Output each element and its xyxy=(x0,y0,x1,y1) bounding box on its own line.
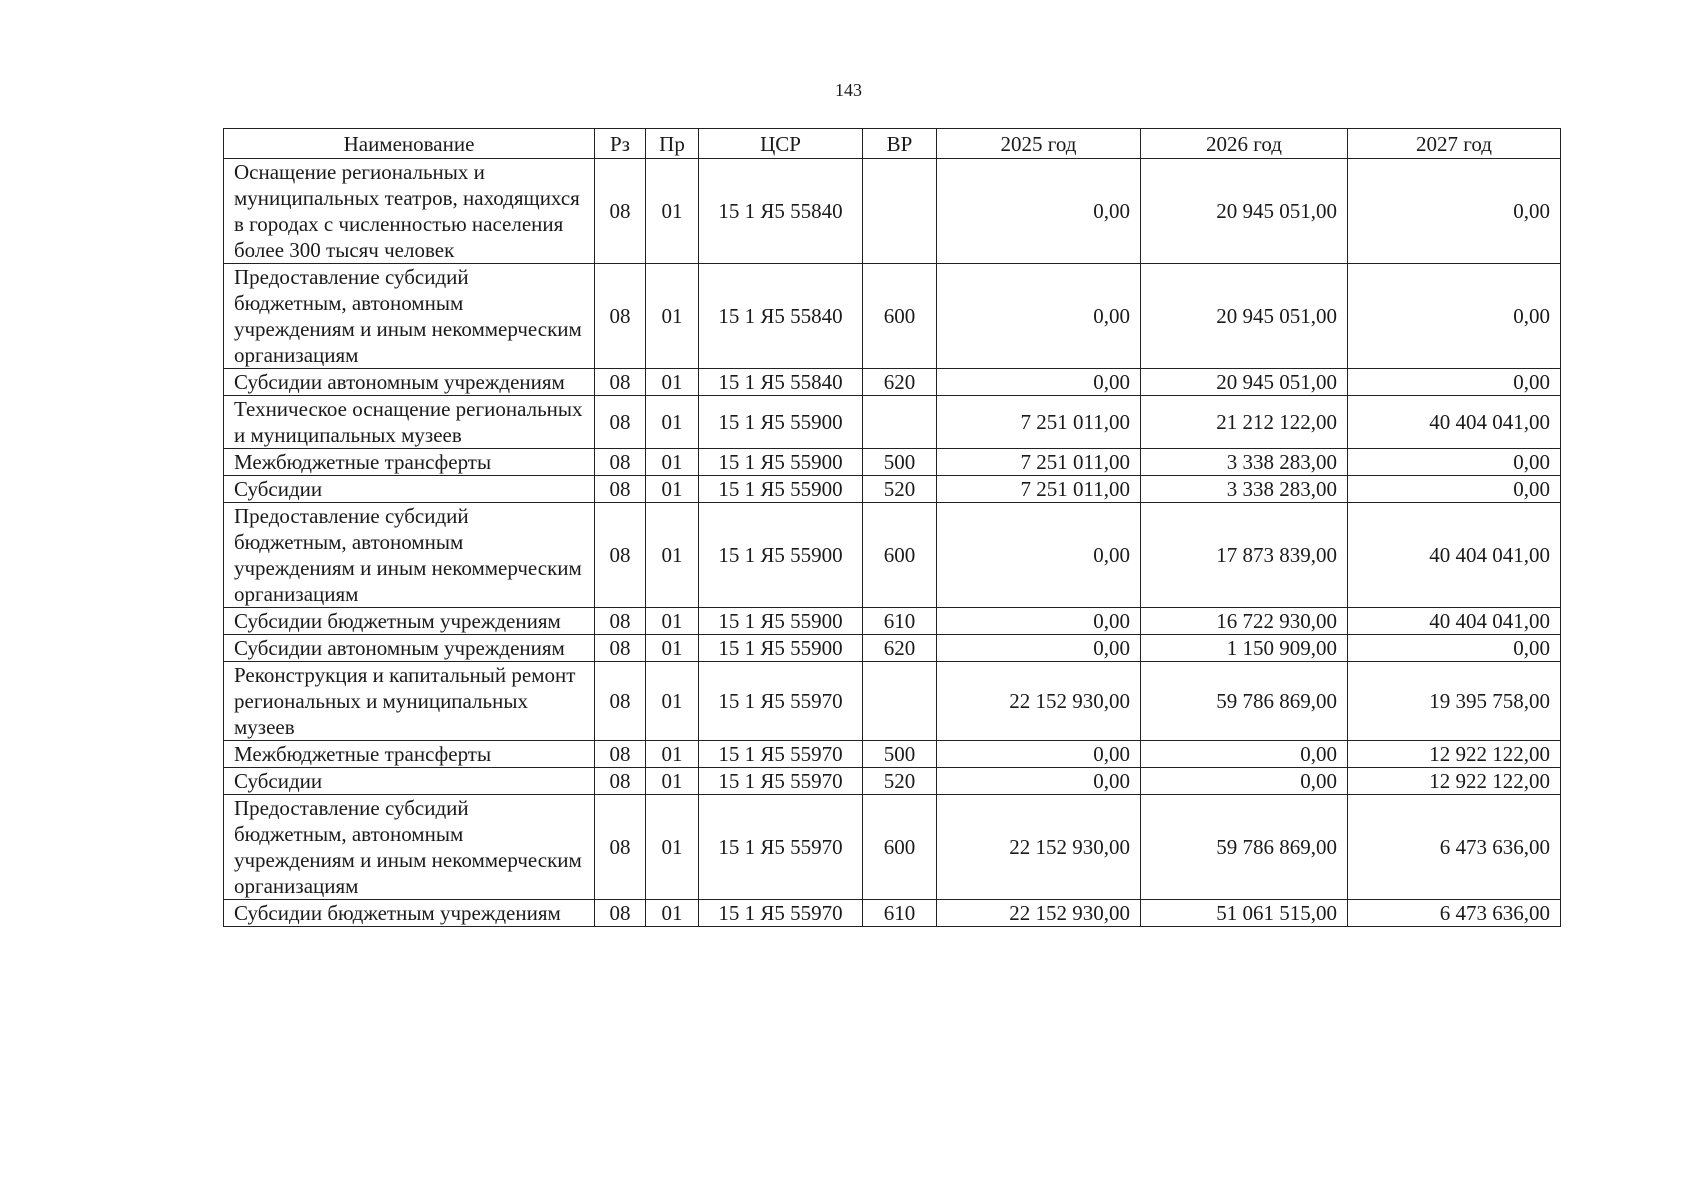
row-vr: 520 xyxy=(863,476,937,503)
row-name: Реконструкция и капитальный ремонт региональных и муниципальных музеев xyxy=(224,662,595,741)
table-row xyxy=(224,795,1561,900)
row-rz: 08 xyxy=(595,396,646,449)
row-2025: 22 152 930,00 xyxy=(937,900,1141,927)
row-2025: 0,00 xyxy=(937,741,1141,768)
table-row xyxy=(224,503,1561,608)
table-row xyxy=(224,741,1561,768)
row-csr: 15 1 Я5 55970 xyxy=(699,662,863,741)
row-csr: 15 1 Я5 55900 xyxy=(699,396,863,449)
row-csr: 15 1 Я5 55900 xyxy=(699,476,863,503)
header-pr: Пр xyxy=(646,129,699,159)
row-vr xyxy=(863,159,937,264)
row-name: Оснащение региональных и муниципальных театров, находящихся в городах с численностью населения более 300 тысяч человек xyxy=(224,159,595,264)
row-2025: 0,00 xyxy=(937,159,1141,264)
row-pr: 01 xyxy=(646,396,699,449)
row-2025: 0,00 xyxy=(937,369,1141,396)
row-csr: 15 1 Я5 55900 xyxy=(699,449,863,476)
row-vr: 500 xyxy=(863,449,937,476)
table-row xyxy=(224,662,1561,741)
row-2026: 51 061 515,00 xyxy=(1141,900,1348,927)
row-2027: 12 922 122,00 xyxy=(1348,768,1561,795)
row-rz: 08 xyxy=(595,741,646,768)
row-2025: 22 152 930,00 xyxy=(937,662,1141,741)
row-pr: 01 xyxy=(646,741,699,768)
row-2025: 0,00 xyxy=(937,503,1141,608)
row-2026: 59 786 869,00 xyxy=(1141,662,1348,741)
table-row xyxy=(224,900,1561,927)
table-row xyxy=(224,476,1561,503)
table-row xyxy=(224,635,1561,662)
row-2027: 12 922 122,00 xyxy=(1348,741,1561,768)
row-name: Субсидии автономным учреждениям xyxy=(224,635,595,662)
row-name: Техническое оснащение региональных и муниципальных музеев xyxy=(224,396,595,449)
row-2026: 16 722 930,00 xyxy=(1141,608,1348,635)
row-2027: 40 404 041,00 xyxy=(1348,396,1561,449)
row-2025: 7 251 011,00 xyxy=(937,476,1141,503)
table-row xyxy=(224,396,1561,449)
row-rz: 08 xyxy=(595,608,646,635)
row-2026: 1 150 909,00 xyxy=(1141,635,1348,662)
table-row xyxy=(224,608,1561,635)
row-2027: 0,00 xyxy=(1348,476,1561,503)
row-name: Субсидии бюджетным учреждениям xyxy=(224,900,595,927)
table-row xyxy=(224,449,1561,476)
row-2027: 6 473 636,00 xyxy=(1348,900,1561,927)
row-2025: 22 152 930,00 xyxy=(937,795,1141,900)
row-pr: 01 xyxy=(646,476,699,503)
row-2026: 20 945 051,00 xyxy=(1141,159,1348,264)
row-csr: 15 1 Я5 55900 xyxy=(699,503,863,608)
row-rz: 08 xyxy=(595,159,646,264)
row-2025: 7 251 011,00 xyxy=(937,449,1141,476)
row-2026: 21 212 122,00 xyxy=(1141,396,1348,449)
row-vr: 600 xyxy=(863,503,937,608)
row-name: Предоставление субсидий бюджетным, автономным учреждениям и иным некоммерческим организациям xyxy=(224,795,595,900)
row-2025: 0,00 xyxy=(937,768,1141,795)
row-2026: 17 873 839,00 xyxy=(1141,503,1348,608)
row-pr: 01 xyxy=(646,768,699,795)
row-2027: 19 395 758,00 xyxy=(1348,662,1561,741)
row-name: Субсидии автономным учреждениям xyxy=(224,369,595,396)
row-vr xyxy=(863,396,937,449)
header-csr: ЦСР xyxy=(699,129,863,159)
row-pr: 01 xyxy=(646,449,699,476)
header-2025: 2025 год xyxy=(937,129,1141,159)
row-2027: 0,00 xyxy=(1348,635,1561,662)
row-pr: 01 xyxy=(646,662,699,741)
row-csr: 15 1 Я5 55970 xyxy=(699,795,863,900)
row-2026: 0,00 xyxy=(1141,741,1348,768)
row-vr: 600 xyxy=(863,264,937,369)
row-csr: 15 1 Я5 55970 xyxy=(699,768,863,795)
row-name: Межбюджетные трансферты xyxy=(224,449,595,476)
budget-table xyxy=(223,128,1561,927)
row-2025: 0,00 xyxy=(937,608,1141,635)
header-2026: 2026 год xyxy=(1141,129,1348,159)
row-pr: 01 xyxy=(646,608,699,635)
row-2026: 3 338 283,00 xyxy=(1141,449,1348,476)
header-2027: 2027 год xyxy=(1348,129,1561,159)
table-row xyxy=(224,264,1561,369)
row-vr: 610 xyxy=(863,608,937,635)
row-pr: 01 xyxy=(646,264,699,369)
row-rz: 08 xyxy=(595,449,646,476)
row-2025: 0,00 xyxy=(937,264,1141,369)
row-2027: 40 404 041,00 xyxy=(1348,503,1561,608)
row-rz: 08 xyxy=(595,768,646,795)
row-rz: 08 xyxy=(595,476,646,503)
row-rz: 08 xyxy=(595,369,646,396)
header-rz: Рз xyxy=(595,129,646,159)
row-vr xyxy=(863,662,937,741)
table-row xyxy=(224,768,1561,795)
row-2026: 0,00 xyxy=(1141,768,1348,795)
row-name: Предоставление субсидий бюджетным, автономным учреждениям и иным некоммерческим организациям xyxy=(224,503,595,608)
row-2026: 59 786 869,00 xyxy=(1141,795,1348,900)
row-2025: 0,00 xyxy=(937,635,1141,662)
row-vr: 610 xyxy=(863,900,937,927)
row-pr: 01 xyxy=(646,900,699,927)
row-name: Межбюджетные трансферты xyxy=(224,741,595,768)
row-2025: 7 251 011,00 xyxy=(937,396,1141,449)
row-name: Предоставление субсидий бюджетным, автономным учреждениям и иным некоммерческим организациям xyxy=(224,264,595,369)
row-2026: 20 945 051,00 xyxy=(1141,369,1348,396)
page-number: 143 xyxy=(835,80,862,100)
row-2027: 0,00 xyxy=(1348,369,1561,396)
row-csr: 15 1 Я5 55970 xyxy=(699,741,863,768)
row-2027: 6 473 636,00 xyxy=(1348,795,1561,900)
row-vr: 620 xyxy=(863,369,937,396)
row-csr: 15 1 Я5 55840 xyxy=(699,369,863,396)
row-csr: 15 1 Я5 55900 xyxy=(699,608,863,635)
row-rz: 08 xyxy=(595,900,646,927)
row-vr: 500 xyxy=(863,741,937,768)
row-pr: 01 xyxy=(646,795,699,900)
row-vr: 600 xyxy=(863,795,937,900)
row-pr: 01 xyxy=(646,635,699,662)
table-row xyxy=(224,159,1561,264)
row-2027: 0,00 xyxy=(1348,264,1561,369)
header-name: Наименование xyxy=(224,129,595,159)
row-name: Субсидии бюджетным учреждениям xyxy=(224,608,595,635)
row-pr: 01 xyxy=(646,369,699,396)
header-row xyxy=(224,129,1561,159)
row-pr: 01 xyxy=(646,503,699,608)
row-rz: 08 xyxy=(595,503,646,608)
row-csr: 15 1 Я5 55970 xyxy=(699,900,863,927)
row-rz: 08 xyxy=(595,795,646,900)
row-2026: 20 945 051,00 xyxy=(1141,264,1348,369)
row-2027: 0,00 xyxy=(1348,159,1561,264)
row-2027: 0,00 xyxy=(1348,449,1561,476)
header-vr: ВР xyxy=(863,129,937,159)
row-name: Субсидии xyxy=(224,476,595,503)
table-row xyxy=(224,369,1561,396)
row-pr: 01 xyxy=(646,159,699,264)
row-rz: 08 xyxy=(595,635,646,662)
row-csr: 15 1 Я5 55900 xyxy=(699,635,863,662)
row-name: Субсидии xyxy=(224,768,595,795)
row-rz: 08 xyxy=(595,662,646,741)
row-vr: 520 xyxy=(863,768,937,795)
row-2026: 3 338 283,00 xyxy=(1141,476,1348,503)
row-csr: 15 1 Я5 55840 xyxy=(699,159,863,264)
row-csr: 15 1 Я5 55840 xyxy=(699,264,863,369)
row-2027: 40 404 041,00 xyxy=(1348,608,1561,635)
row-vr: 620 xyxy=(863,635,937,662)
row-rz: 08 xyxy=(595,264,646,369)
